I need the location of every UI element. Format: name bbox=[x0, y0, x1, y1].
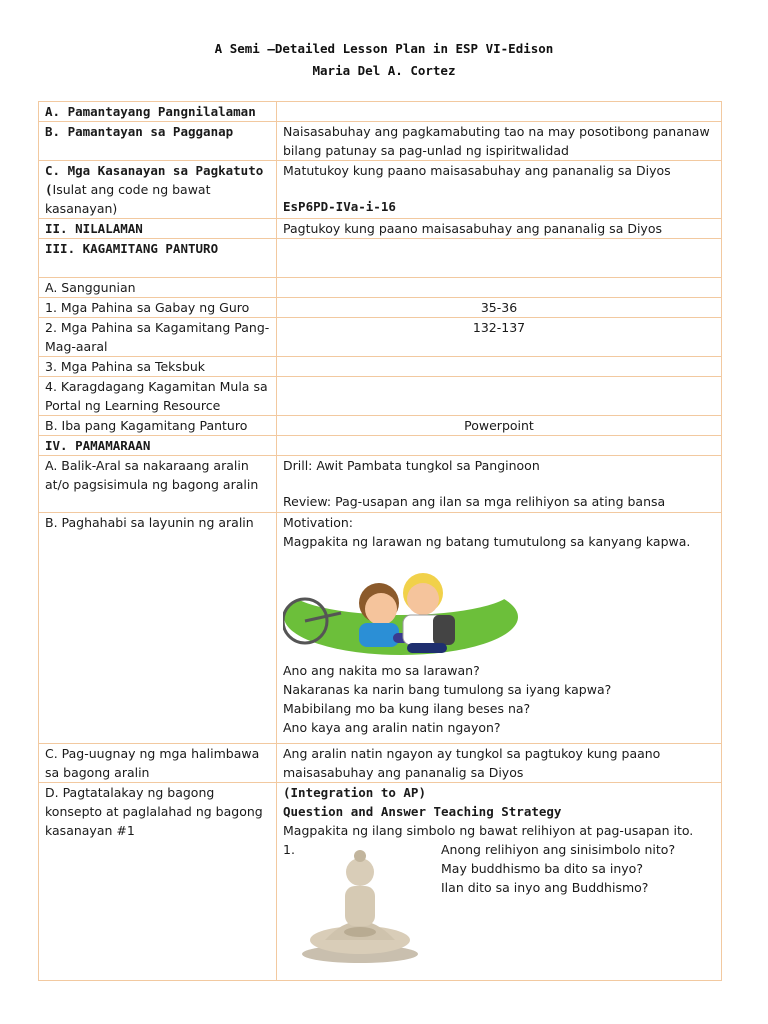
row-label: B. Iba pang Kagamitang Panturo bbox=[39, 416, 277, 436]
row-label: 3. Mga Pahina sa Teksbuk bbox=[39, 357, 277, 377]
row-value bbox=[277, 436, 722, 456]
row-label-rest: Isulat ang code ng bawat kasanayan) bbox=[45, 182, 211, 216]
row-value: Pagtukoy kung paano maisasabuhay ang pananalig sa Diyos bbox=[277, 219, 722, 239]
question-item: Anong relihiyon ang sinisimbolo nito? bbox=[441, 842, 676, 857]
row-label-bold: C. Mga Kasanayan sa Pagkatuto ( bbox=[45, 163, 264, 197]
row-label: C. Pag-uugnay ng mga halimbawa sa bagong aralin bbox=[39, 744, 277, 783]
table-row bbox=[39, 436, 722, 456]
table-row bbox=[39, 318, 722, 357]
item-number: 1. bbox=[283, 842, 295, 857]
question-item: Ilan dito sa inyo ang Buddhismo? bbox=[441, 880, 649, 895]
table-row bbox=[39, 783, 722, 981]
buddha-questions bbox=[441, 840, 675, 897]
table-row bbox=[39, 357, 722, 377]
question-item: Mabibilang mo ba kung ilang beses na? bbox=[283, 701, 531, 716]
row-value bbox=[277, 513, 722, 744]
row-value: 132-137 bbox=[277, 318, 722, 357]
children-helping-illustration bbox=[283, 559, 519, 655]
table-row bbox=[39, 278, 722, 298]
row-label: 4. Karagdagang Kagamitan Mula sa Portal ng Learning Resource bbox=[39, 377, 277, 416]
row-label: II. NILALAMAN bbox=[39, 219, 277, 239]
document-header bbox=[0, 38, 768, 82]
competency-code: EsP6PD-IVa-i-16 bbox=[283, 199, 396, 214]
row-value bbox=[277, 239, 722, 278]
table-row bbox=[39, 513, 722, 744]
question-item: May buddhismo ba dito sa inyo? bbox=[441, 861, 643, 876]
row-value bbox=[277, 357, 722, 377]
row-value: Ang aralin natin ngayon ay tungkol sa pagtukoy kung paano maisasabuhay ang pananalig sa Diyos bbox=[277, 744, 722, 783]
strategy-heading: Question and Answer Teaching Strategy bbox=[283, 804, 562, 819]
row-label: B. Paghahabi sa layunin ng aralin bbox=[39, 513, 277, 744]
table-row bbox=[39, 456, 722, 513]
row-value: Naisasabuhay ang pagkamabuting tao na may posotibong pananaw bilang patunay sa pag-unlad ng ispiritwalidad bbox=[277, 122, 722, 161]
row-label: 2. Mga Pahina sa Kagamitang Pang- Mag-aaral bbox=[39, 318, 277, 357]
table-row bbox=[39, 298, 722, 318]
table-row bbox=[39, 219, 722, 239]
motivation-heading: Motivation: bbox=[283, 515, 354, 530]
simbolo-text: Magpakita ng ilang simbolo ng bawat relihiyon at pag-usapan ito. bbox=[283, 823, 694, 838]
table-row bbox=[39, 416, 722, 436]
drill-text: Drill: Awit Pambata tungkol sa Panginoon bbox=[283, 458, 540, 473]
row-value bbox=[277, 278, 722, 298]
table-row bbox=[39, 102, 722, 122]
table-row bbox=[39, 377, 722, 416]
row-value bbox=[277, 161, 722, 219]
lesson-plan-table bbox=[38, 101, 722, 981]
question-item: Ano kaya ang aralin natin ngayon? bbox=[283, 720, 501, 735]
row-value: 35-36 bbox=[277, 298, 722, 318]
row-label: A. Sanggunian bbox=[39, 278, 277, 298]
row-label: IV. PAMAMARAAN bbox=[39, 436, 277, 456]
row-label: A. Pamantayang Pangnilalaman bbox=[39, 102, 277, 122]
table-row bbox=[39, 744, 722, 783]
integration-heading: (Integration to AP) bbox=[283, 785, 426, 800]
question-item: Ano ang nakita mo sa larawan? bbox=[283, 663, 480, 678]
document-author: Maria Del A. Cortez bbox=[312, 63, 456, 78]
row-value bbox=[277, 102, 722, 122]
buddha-item bbox=[283, 840, 715, 964]
buddha-statue-image bbox=[297, 842, 423, 964]
row-label: III. KAGAMITANG PANTURO bbox=[39, 239, 277, 278]
row-label bbox=[39, 161, 277, 219]
row-label: D. Pagtatalakay ng bagong konsepto at paglalahad ng bagong kasanayan #1 bbox=[39, 783, 277, 981]
row-label: 1. Mga Pahina sa Gabay ng Guro bbox=[39, 298, 277, 318]
table-row bbox=[39, 122, 722, 161]
row-value bbox=[277, 456, 722, 513]
row-value bbox=[277, 783, 722, 981]
motivation-text: Magpakita ng larawan ng batang tumutulong sa kanyang kapwa. bbox=[283, 534, 691, 549]
row-value bbox=[277, 377, 722, 416]
row-label: A. Balik-Aral sa nakaraang aralin at/o pagsisimula ng bagong aralin bbox=[39, 456, 277, 513]
row-label: B. Pamantayan sa Pagganap bbox=[39, 122, 277, 161]
table-row bbox=[39, 161, 722, 219]
row-value: Powerpoint bbox=[277, 416, 722, 436]
question-item: Nakaranas ka narin bang tumulong sa iyang kapwa? bbox=[283, 682, 612, 697]
document-title: A Semi –Detailed Lesson Plan in ESP VI-Edison bbox=[214, 41, 554, 56]
table-row bbox=[39, 239, 722, 278]
review-text: Review: Pag-usapan ang ilan sa mga relihiyon sa ating bansa bbox=[283, 494, 666, 509]
competency-text: Matutukoy kung paano maisasabuhay ang pananalig sa Diyos bbox=[283, 163, 671, 178]
